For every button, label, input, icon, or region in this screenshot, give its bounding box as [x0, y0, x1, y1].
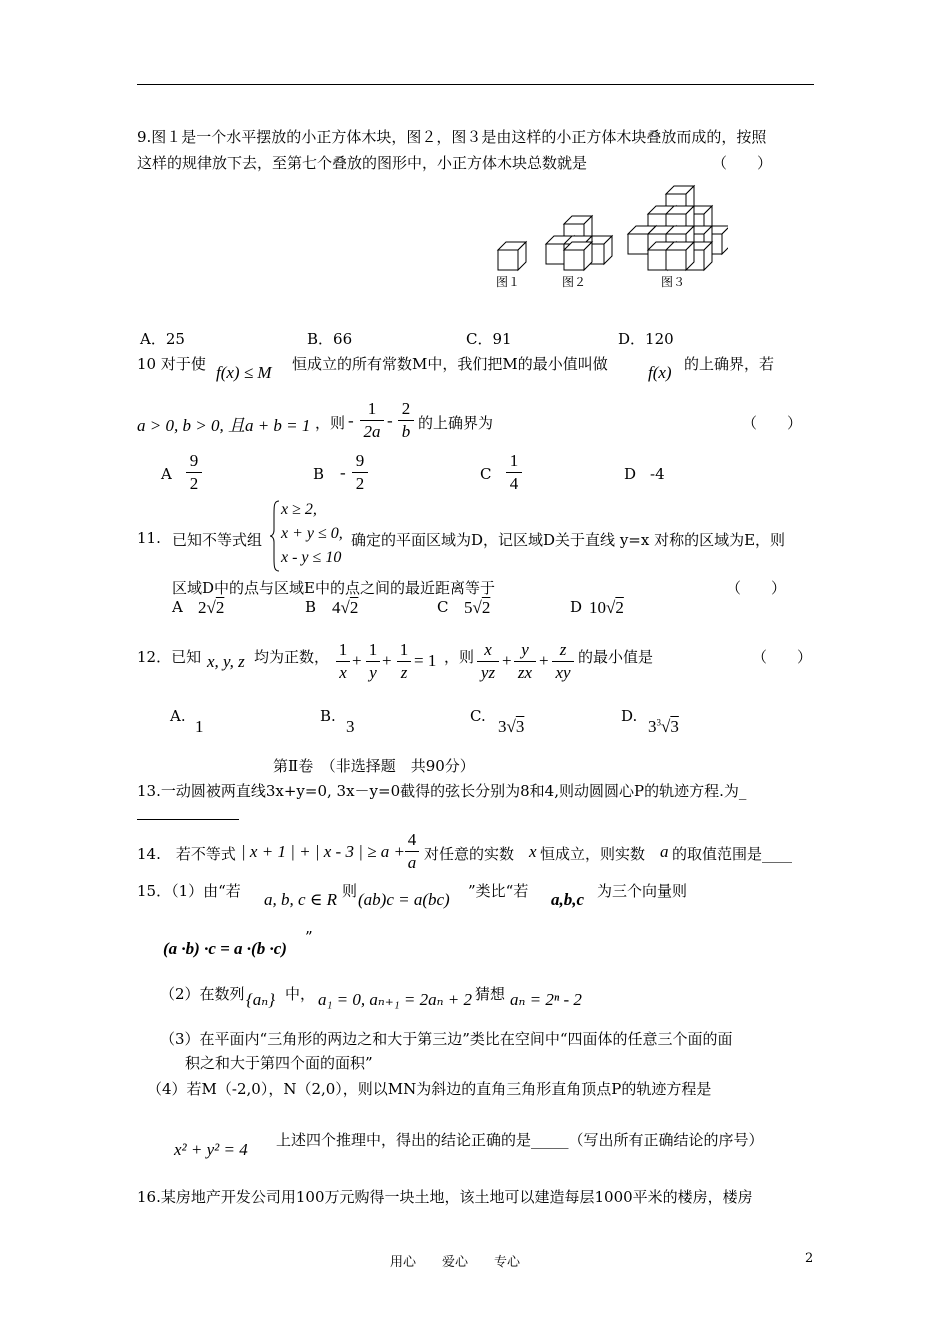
q10-frac1: 1 2a: [360, 399, 384, 442]
q10-post: 的上确界，若: [684, 355, 775, 373]
q14-x: x: [529, 842, 537, 861]
fig2-label: 图２: [562, 275, 587, 289]
q11-opt-b: 4√2: [332, 598, 359, 617]
q10-cond: f(x) ≤ M: [216, 363, 272, 382]
q14-frac: 4 a: [405, 830, 419, 873]
q15-l4: （3）在平面内“三角形的两边之和大于第三边”类比在空间中“四面体的任意三个面的面: [160, 1030, 733, 1048]
q10-mid: 恒成立的所有常数M中，我们把M的最小值叫做: [292, 355, 608, 373]
q10-fx: f(x): [648, 363, 672, 382]
q15-l3-pre: （2）在数列: [160, 985, 245, 1003]
q11-brace: [270, 500, 280, 572]
q10-frac2: 2 b: [398, 399, 414, 442]
q13-text: 13.一动圆被两直线3x+y=0, 3x－y=0截得的弦长分别为8和4,则动圆圆心P的轨迹方程.为_: [137, 782, 747, 800]
q15-l1-vectors: a,b,c: [551, 890, 585, 909]
q12-opt-d: $3^3√3$: [648, 717, 679, 736]
q9-paren: （ ）: [712, 154, 773, 172]
q11-opt-c-label: C: [437, 598, 449, 616]
q11-opt-d-label: D: [570, 598, 583, 616]
q16-text: 16.某房地产开发公司用100万元购得一块土地，该土地可以建造每层1000平米的楼房，楼房: [137, 1188, 753, 1206]
q11-opt-b-label: B: [305, 598, 317, 616]
q10-pre: 10 对于使: [137, 355, 206, 373]
q10-then: ，则: [315, 414, 346, 432]
q12-opt-b-label: B.: [320, 707, 336, 725]
q11-pre: 已知不等式组: [172, 531, 263, 549]
q9-option-c: C．91: [466, 330, 512, 348]
q12-opt-c: 3√3: [498, 717, 525, 736]
fig1-label: 图１: [496, 275, 521, 289]
q12-opt-a-label: A.: [170, 707, 186, 725]
q10-opt-b: 9 2: [352, 451, 368, 494]
fig3-label: 图３: [661, 275, 686, 289]
section-title: 第Ⅱ卷 （非选择题 共90分）: [273, 757, 475, 775]
q12-opt-d-label: D.: [621, 707, 638, 725]
q15-l3-seq: {aₙ}: [246, 990, 275, 1009]
q11-ineq-1: x ≥ 2,: [281, 501, 317, 518]
q15-l1-ze: 则: [342, 882, 358, 900]
q14-expr: | x + 1 | + | x - 3 | ≥ a +: [241, 842, 405, 861]
q10-paren: （ ）: [742, 414, 803, 432]
q10-minus2: -: [387, 411, 393, 430]
q11-opt-a-label: A: [172, 598, 183, 616]
q12-frac-1z: 1 z: [397, 640, 411, 683]
footer-slogan: 用心 爱心 专心: [390, 1255, 521, 1270]
q9-cube-figures: [488, 180, 728, 275]
q9-option-d: D．120: [618, 330, 674, 348]
q11-opt-a: 2√2: [198, 598, 225, 617]
q10-tail: 的上确界为: [418, 414, 494, 432]
q12-eq: = 1: [414, 651, 437, 670]
q12-then: ，则: [444, 648, 475, 666]
q15-l2-quote: ”: [305, 928, 313, 946]
q12-frac-yzx: y zx: [514, 640, 536, 683]
q12-plus4: +: [539, 651, 549, 670]
fig3-cubes: [628, 186, 728, 270]
q10-opt-a: 9 2: [186, 451, 202, 494]
q15-l3-guess: 猜想: [475, 985, 506, 1003]
q15-l6: （4）若M（-2,0），N（2,0），则以MN为斜边的直角三角形直角顶点P的轨迹方程是: [147, 1080, 712, 1098]
fig1-cube: [498, 242, 526, 270]
q9-option-b: B．66: [307, 330, 353, 348]
q12-frac-xyz: x yz: [477, 640, 499, 683]
page-number: 2: [805, 1251, 814, 1266]
q15-l3-formula: aₙ = 2ⁿ - 2: [510, 990, 582, 1009]
q15-l1-mid: ”类比“若: [468, 882, 529, 900]
q12-plus3: +: [502, 651, 512, 670]
q13-answer-line: [137, 819, 239, 820]
q12-plus1: +: [352, 651, 362, 670]
q12-vars: x, y, z: [207, 652, 245, 671]
q15-l1-set: a, b, c ∈ R: [264, 890, 338, 909]
q12-mid: 均为正数，: [254, 648, 330, 666]
q14-a: a: [660, 842, 669, 861]
q12-frac-1x: 1 x: [336, 640, 350, 683]
q10-opt-b-sign: -: [340, 463, 346, 482]
q12-frac-zxy: z xy: [552, 640, 574, 683]
q12-opt-b: 3: [346, 717, 355, 736]
q10-opt-c: 1 4: [506, 451, 522, 494]
q10-opt-b-label: B: [313, 465, 325, 483]
q14-post: 的取值范围是____: [672, 845, 793, 863]
q14-pre: 14. 若不等式: [137, 845, 236, 863]
q12-opt-a: 1: [195, 717, 204, 736]
q10-minus1: -: [348, 411, 354, 430]
q15-l3-recur: a₁ = 0, aₙ₊₁ = 2aₙ + 2: [318, 990, 472, 1009]
q9-line1: 9.图１是一个水平摆放的小正方体木块，图２，图３是由这样的小正方体木块叠放而成的，按照: [137, 128, 767, 146]
q11-opt-d: 10√2: [589, 598, 624, 617]
q12-pre: 12．已知: [137, 648, 202, 666]
q10-opt-a-label: A: [161, 465, 172, 483]
q11-line2: 区域D中的点与区域E中的点之间的最近距离等于: [172, 579, 495, 597]
q10-opt-d: -4: [650, 465, 665, 483]
q12-opt-c-label: C.: [470, 707, 486, 725]
q15-l2: (a ·b) ·c = a ·(b ·c): [163, 939, 287, 958]
q10-opt-c-label: C: [480, 465, 492, 483]
q15-l1-assoc: (ab)c = a(bc): [358, 890, 450, 909]
q11-ineq-3: x - y ≤ 10: [281, 549, 342, 566]
q9-line2: 这样的规律放下去，至第七个叠放的图形中，小正方体木块总数就是: [137, 154, 588, 172]
q11-ineq-2: x + y ≤ 0,: [281, 525, 343, 542]
q15-l1-post: 为三个向量则: [597, 882, 688, 900]
q14-mid: 对任意的实数: [424, 845, 515, 863]
q12-post: 的最小值是: [578, 648, 654, 666]
q11-opt-c: 5√2: [464, 598, 491, 617]
q12-paren: （ ）: [752, 648, 813, 666]
q15-l1-pre: 15．（1）由“若: [137, 882, 241, 900]
q14-mid2: 恒成立，则实数: [540, 845, 646, 863]
q10-opt-d-label: D: [624, 465, 637, 483]
q11-paren: （ ）: [726, 579, 787, 597]
q10-given: a > 0, b > 0, 且a + b = 1: [137, 416, 311, 435]
q12-plus2: +: [382, 651, 392, 670]
q9-option-a: A．25: [140, 330, 185, 348]
fig2-cubes: [546, 216, 612, 270]
header-rule: [137, 84, 814, 85]
q15-l3-mid: 中，: [285, 985, 316, 1003]
q15-l7-post: 上述四个推理中，得出的结论正确的是_____（写出所有正确结论的序号）: [276, 1131, 764, 1149]
q15-l7-eq: x² + y² = 4: [174, 1140, 248, 1159]
q15-l5: 积之和大于第四个面的面积”: [185, 1054, 373, 1072]
q11-number: 11.: [137, 529, 161, 547]
q11-post: 确定的平面区域为D，记区域D关于直线 y=x 对称的区域为E，则: [351, 531, 786, 549]
q12-frac-1y: 1 y: [366, 640, 380, 683]
